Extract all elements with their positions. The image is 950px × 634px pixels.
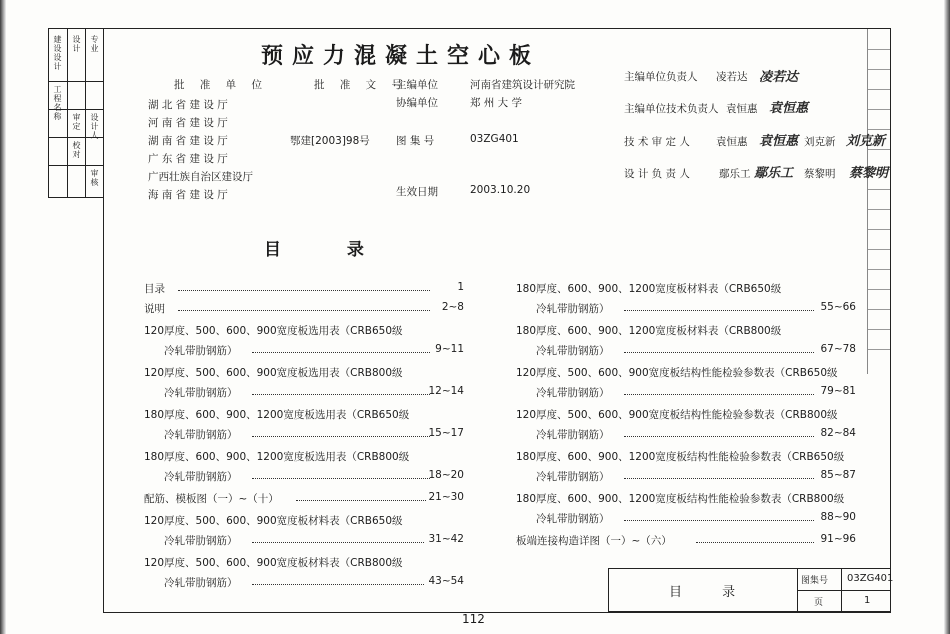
toc-entry-text: 180厚度、600、900、1200宽度板结构性能检验参数表（CRB800级 bbox=[516, 493, 845, 505]
toc-entry bbox=[536, 343, 856, 357]
toc-entry-text: 120厚度、500、600、900宽度板结构性能检验参数表（CRB650级 bbox=[516, 367, 838, 379]
toc-entry-text: 冷轧带肋钢筋） bbox=[536, 303, 610, 315]
toc-entry-text: 说明 bbox=[144, 303, 165, 315]
approver-unit: 广 东 省 建 设 厅 bbox=[148, 153, 228, 165]
handwritten-signature: 刘克新 bbox=[846, 134, 886, 149]
responsibility-name: 袁恒惠 bbox=[726, 103, 758, 115]
title-block bbox=[608, 568, 894, 612]
toc-entry-pages: 9~11 bbox=[435, 343, 464, 355]
toc-entry bbox=[164, 343, 464, 357]
toc-entry-text: 冷轧带肋钢筋） bbox=[536, 345, 610, 357]
approver-header: 批 准 单 位 bbox=[174, 79, 269, 91]
responsibility-name: 袁恒惠 bbox=[716, 136, 748, 148]
handwritten-signature: 袁恒惠 bbox=[759, 134, 799, 149]
document-title: 预应力混凝土空心板 bbox=[261, 44, 541, 69]
toc-entry-text: 冷轧带肋钢筋） bbox=[164, 345, 238, 357]
strip-row-label: 工程名称 bbox=[53, 85, 62, 121]
toc-entry-first-line bbox=[516, 407, 856, 421]
approver-unit: 湖 北 省 建 设 厅 bbox=[148, 99, 228, 111]
toc-entry-text: 180厚度、600、900、1200宽度板选用表（CRB650级 bbox=[144, 409, 410, 421]
toc-entry bbox=[536, 427, 856, 441]
toc-entry-text: 目录 bbox=[144, 283, 165, 295]
toc-entry-text: 120厚度、500、600、900宽度板选用表（CRB650级 bbox=[144, 325, 403, 337]
toc-entry-text: 冷轧带肋钢筋） bbox=[536, 471, 610, 483]
toc-entry-first-line bbox=[144, 365, 464, 379]
toc-entry-pages: 1 bbox=[457, 281, 464, 293]
document-number-header: 批 准 文 号 bbox=[314, 79, 409, 91]
toc-entry-text: 冷轧带肋钢筋） bbox=[536, 387, 610, 399]
approver-unit: 湖 南 省 建 设 厅 bbox=[148, 135, 228, 147]
responsibility-role: 主编单位技术负责人 bbox=[624, 103, 719, 115]
responsibility-role: 主编单位负责人 bbox=[624, 71, 698, 83]
responsibility-name: 鄢乐工 bbox=[719, 168, 751, 180]
responsibility-name: 凌若达 bbox=[716, 71, 748, 83]
toc-entry-first-line bbox=[144, 407, 464, 421]
toc-entry-text: 冷轧带肋钢筋） bbox=[164, 387, 238, 399]
toc-entry-pages: 91~96 bbox=[820, 533, 856, 545]
approver-unit: 广西壮族自治区建设厅 bbox=[148, 171, 253, 183]
toc-entry-text: 120厚度、500、600、900宽度板结构性能检验参数表（CRB800级 bbox=[516, 409, 838, 421]
binding-edge-right bbox=[944, 0, 950, 634]
strip-top-label: 专业 bbox=[90, 35, 99, 53]
toc-entry-pages: 88~90 bbox=[820, 511, 856, 523]
toc-entry-text: 冷轧带肋钢筋） bbox=[164, 471, 238, 483]
toc-entry-text: 板端连接构造详图（一）~（六） bbox=[516, 535, 672, 547]
strip-row-label: 设计人 bbox=[90, 113, 99, 140]
title-block-page-value: 1 bbox=[864, 595, 871, 606]
toc-entry-first-line bbox=[516, 449, 856, 463]
responsibility-name-2: 刘克新 bbox=[804, 136, 836, 148]
title-block-page-label: 页 bbox=[814, 598, 824, 608]
responsibility-name-2: 蔡黎明 bbox=[804, 168, 836, 180]
toc-entry-first-line bbox=[144, 323, 464, 337]
toc-entry bbox=[164, 469, 464, 483]
toc-entry-text: 180厚度、600、900、1200宽度板结构性能检验参数表（CRB650级 bbox=[516, 451, 845, 463]
toc-entry-pages: 79~81 bbox=[820, 385, 856, 397]
toc-entry bbox=[144, 301, 464, 315]
toc-entry bbox=[536, 511, 856, 525]
toc-entry bbox=[536, 301, 856, 315]
toc-entry-text: 120厚度、500、600、900宽度板材料表（CRB800级 bbox=[144, 557, 403, 569]
page-number: 112 bbox=[462, 612, 485, 626]
toc-entry-pages: 31~42 bbox=[428, 533, 464, 545]
toc-entry-first-line bbox=[516, 491, 856, 505]
toc-entry bbox=[164, 575, 464, 589]
toc-entry-pages: 15~17 bbox=[428, 427, 464, 439]
toc-entry-text: 180厚度、600、900、1200宽度板选用表（CRB800级 bbox=[144, 451, 410, 463]
page-edge-grid bbox=[867, 29, 890, 374]
toc-entry-pages: 43~54 bbox=[428, 575, 464, 587]
toc-entry-text: 120厚度、500、600、900宽度板选用表（CRB800级 bbox=[144, 367, 403, 379]
toc-entry-text: 180厚度、600、900、1200宽度板材料表（CRB650级 bbox=[516, 283, 782, 295]
toc-entry-text: 冷轧带肋钢筋） bbox=[164, 429, 238, 441]
approver-unit: 海 南 省 建 设 厅 bbox=[148, 189, 228, 201]
approver-unit: 河 南 省 建 设 厅 bbox=[148, 117, 228, 129]
title-block-atlas-label: 图集号 bbox=[801, 576, 829, 586]
toc-entry bbox=[164, 427, 464, 441]
handwritten-signature: 袁恒惠 bbox=[769, 101, 809, 116]
strip-row-label: 审定 bbox=[72, 113, 81, 131]
handwritten-signature: 凌若达 bbox=[759, 70, 799, 85]
toc-entry-pages: 12~14 bbox=[428, 385, 464, 397]
chief-unit-value: 河南省建筑设计研究院 bbox=[470, 79, 575, 91]
assist-unit-value: 郑 州 大 学 bbox=[470, 97, 523, 109]
strip-top-label: 设计 bbox=[72, 35, 81, 53]
toc-entry bbox=[536, 469, 856, 483]
toc-entry-first-line bbox=[516, 323, 856, 337]
toc-entry-text: 冷轧带肋钢筋） bbox=[164, 535, 238, 547]
toc-entry-first-line bbox=[144, 555, 464, 569]
toc-entry-text: 冷轧带肋钢筋） bbox=[536, 429, 610, 441]
sheet-frame bbox=[103, 28, 894, 613]
chief-unit-label: 主编单位 bbox=[396, 79, 438, 91]
binding-edge-left bbox=[0, 0, 6, 634]
strip-row-label: 校对 bbox=[72, 141, 81, 159]
atlas-number-label: 图 集 号 bbox=[396, 135, 435, 147]
toc-entry-first-line bbox=[144, 513, 464, 527]
toc-entry-pages: 2~8 bbox=[441, 301, 464, 313]
toc-entry-text: 180厚度、600、900、1200宽度板材料表（CRB800级 bbox=[516, 325, 782, 337]
document-number: 鄂建[2003]98号 bbox=[290, 135, 370, 147]
toc-entry-first-line bbox=[516, 365, 856, 379]
assist-unit-label: 协编单位 bbox=[396, 97, 438, 109]
toc-entry bbox=[516, 533, 856, 547]
toc-entry-first-line bbox=[516, 281, 856, 295]
toc-entry-pages: 21~30 bbox=[428, 491, 464, 503]
toc-entry bbox=[164, 533, 464, 547]
drawing-sheet bbox=[48, 28, 894, 608]
toc-entry-pages: 82~84 bbox=[820, 427, 856, 439]
strip-row-label: 审核 bbox=[90, 169, 99, 187]
toc-entry-text: 120厚度、500、600、900宽度板材料表（CRB650级 bbox=[144, 515, 403, 527]
toc-entry bbox=[536, 385, 856, 399]
toc-entry-first-line bbox=[144, 449, 464, 463]
toc-entry-pages: 18~20 bbox=[428, 469, 464, 481]
responsibility-role: 技 术 审 定 人 bbox=[624, 136, 690, 148]
toc-entry bbox=[164, 385, 464, 399]
title-block-atlas-value: 03ZG401 bbox=[847, 573, 894, 584]
toc-entry-pages: 85~87 bbox=[820, 469, 856, 481]
toc-entry bbox=[144, 491, 464, 505]
side-strip bbox=[48, 28, 103, 198]
handwritten-signature: 蔡黎明 bbox=[849, 166, 889, 181]
handwritten-signature: 鄢乐工 bbox=[754, 166, 794, 181]
toc-entry-pages: 55~66 bbox=[820, 301, 856, 313]
effective-date-value: 2003.10.20 bbox=[470, 184, 531, 196]
responsibility-role: 设 计 负 责 人 bbox=[624, 168, 690, 180]
strip-top-label: 建设设计 bbox=[53, 35, 62, 71]
title-block-name: 目 录 bbox=[669, 585, 754, 600]
toc-entry bbox=[144, 281, 464, 295]
toc-entry-pages: 67~78 bbox=[820, 343, 856, 355]
toc-entry-text: 冷轧带肋钢筋） bbox=[164, 577, 238, 589]
atlas-number-value: 03ZG401 bbox=[470, 133, 519, 145]
effective-date-label: 生效日期 bbox=[396, 186, 438, 198]
toc-entry-text: 配筋、模板图（一）~（十） bbox=[144, 493, 279, 505]
toc-entry-text: 冷轧带肋钢筋） bbox=[536, 513, 610, 525]
toc-heading: 目 录 bbox=[264, 240, 394, 260]
